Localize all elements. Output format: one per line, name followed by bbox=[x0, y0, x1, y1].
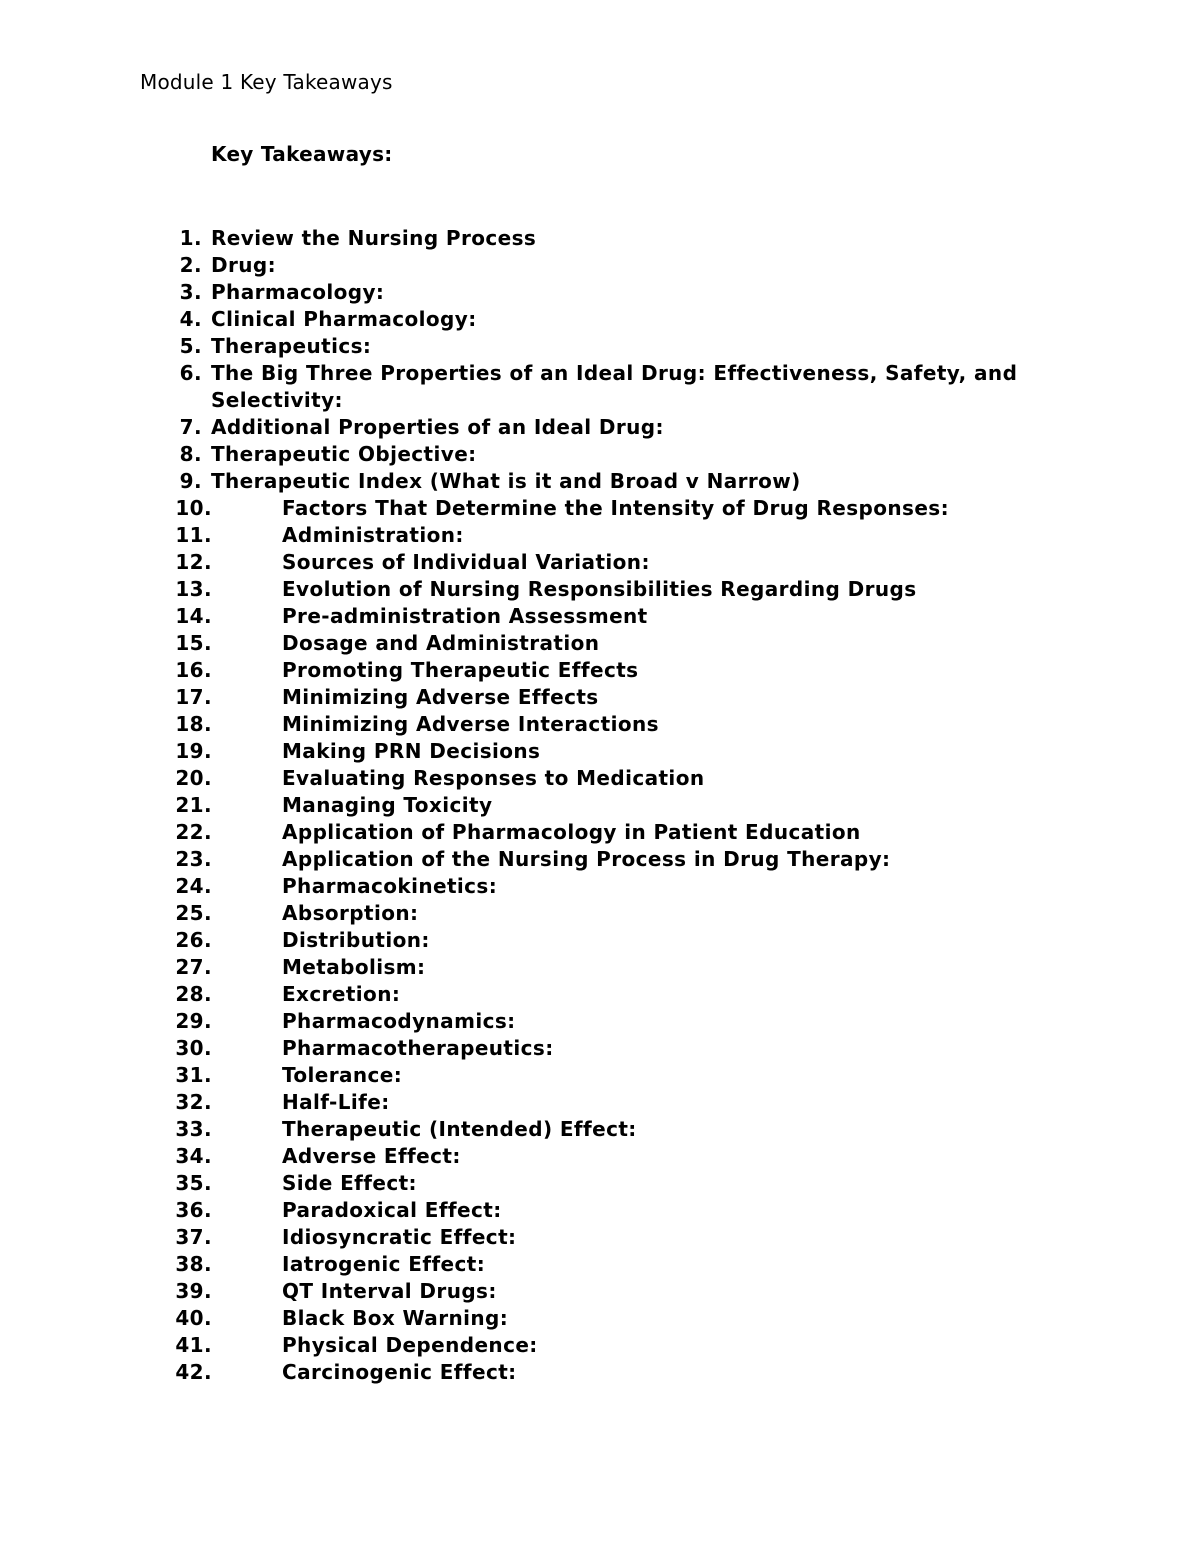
list-item-number: 24. bbox=[175, 874, 212, 898]
list-item bbox=[0, 360, 1200, 414]
list-item-text: Pharmacotherapeutics: bbox=[282, 1036, 554, 1060]
list-item-text: Dosage and Administration bbox=[282, 631, 600, 655]
list-item-number: 36. bbox=[175, 1198, 212, 1222]
list-item-number: 11. bbox=[175, 523, 212, 547]
list-item-text: Additional Properties of an Ideal Drug: bbox=[211, 415, 664, 439]
list-item bbox=[0, 1224, 1200, 1251]
list-item-number: 30. bbox=[175, 1036, 212, 1060]
list-item bbox=[0, 495, 1200, 522]
list-item-text: Minimizing Adverse Effects bbox=[282, 685, 599, 709]
list-item bbox=[0, 1251, 1200, 1278]
list-item-number: 28. bbox=[175, 982, 212, 1006]
list-item bbox=[0, 1278, 1200, 1305]
list-item-text: Side Effect: bbox=[282, 1171, 417, 1195]
list-item bbox=[0, 252, 1200, 279]
list-item-text: Carcinogenic Effect: bbox=[282, 1360, 517, 1384]
list-item bbox=[0, 711, 1200, 738]
list-item bbox=[0, 1062, 1200, 1089]
takeaway-list bbox=[0, 225, 1200, 1386]
list-item-text: Idiosyncratic Effect: bbox=[282, 1225, 517, 1249]
list-item-text: Making PRN Decisions bbox=[282, 739, 541, 763]
list-item bbox=[0, 1008, 1200, 1035]
list-item-text: Paradoxical Effect: bbox=[282, 1198, 502, 1222]
list-item bbox=[0, 657, 1200, 684]
list-item-text: Application of the Nursing Process in Drug Therapy: bbox=[282, 847, 891, 871]
list-item-number: 33. bbox=[175, 1117, 212, 1141]
list-item bbox=[0, 1332, 1200, 1359]
list-item-number: 41. bbox=[175, 1333, 212, 1357]
list-item bbox=[0, 522, 1200, 549]
list-item-text: Therapeutics: bbox=[211, 334, 372, 358]
list-item-number: 12. bbox=[175, 550, 212, 574]
list-item-number: 40. bbox=[175, 1306, 212, 1330]
list-item-text: Pharmacology: bbox=[211, 280, 385, 304]
list-item bbox=[0, 927, 1200, 954]
list-item-text: Review the Nursing Process bbox=[211, 226, 537, 250]
list-item-number: 21. bbox=[175, 793, 212, 817]
list-item-text: Absorption: bbox=[282, 901, 419, 925]
list-item-number: 10. bbox=[175, 496, 212, 520]
list-item bbox=[0, 306, 1200, 333]
list-item-number: 34. bbox=[175, 1144, 212, 1168]
list-item bbox=[0, 1197, 1200, 1224]
list-item-text: Drug: bbox=[211, 253, 277, 277]
list-item bbox=[0, 954, 1200, 981]
list-item-text: Excretion: bbox=[282, 982, 401, 1006]
list-item-text: Half-Life: bbox=[282, 1090, 390, 1114]
list-item-number: 8. bbox=[179, 442, 202, 466]
list-item-number: 6. bbox=[179, 361, 202, 385]
list-item-number: 25. bbox=[175, 901, 212, 925]
list-item-number: 15. bbox=[175, 631, 212, 655]
list-item-text: Pharmacodynamics: bbox=[282, 1009, 516, 1033]
list-item-number: 38. bbox=[175, 1252, 212, 1276]
list-item bbox=[0, 630, 1200, 657]
list-item-number: 3. bbox=[179, 280, 202, 304]
list-item-text: Therapeutic Index (What is it and Broad v Narrow) bbox=[211, 469, 801, 493]
list-item bbox=[0, 765, 1200, 792]
list-item-number: 42. bbox=[175, 1360, 212, 1384]
list-item-text: Managing Toxicity bbox=[282, 793, 493, 817]
list-item bbox=[0, 1035, 1200, 1062]
list-item-number: 13. bbox=[175, 577, 212, 601]
list-item bbox=[0, 441, 1200, 468]
list-item-text: Factors That Determine the Intensity of Drug Responses: bbox=[282, 496, 949, 520]
list-item bbox=[0, 1305, 1200, 1332]
list-item-text: Adverse Effect: bbox=[282, 1144, 461, 1168]
list-item-text: Evolution of Nursing Responsibilities Regarding Drugs bbox=[282, 577, 917, 601]
list-item-text: Promoting Therapeutic Effects bbox=[282, 658, 639, 682]
list-item bbox=[0, 549, 1200, 576]
list-item bbox=[0, 279, 1200, 306]
list-item-text: Application of Pharmacology in Patient Education bbox=[282, 820, 861, 844]
list-item bbox=[0, 846, 1200, 873]
document-title: Module 1 Key Takeaways bbox=[140, 70, 393, 94]
list-item bbox=[0, 1170, 1200, 1197]
list-item-number: 5. bbox=[179, 334, 202, 358]
list-item bbox=[0, 468, 1200, 495]
list-item-number: 18. bbox=[175, 712, 212, 736]
list-item bbox=[0, 873, 1200, 900]
list-item bbox=[0, 738, 1200, 765]
list-item-number: 4. bbox=[179, 307, 202, 331]
list-item bbox=[0, 684, 1200, 711]
list-item-number: 14. bbox=[175, 604, 212, 628]
list-item bbox=[0, 333, 1200, 360]
list-item-text: Metabolism: bbox=[282, 955, 426, 979]
list-item-text: Tolerance: bbox=[282, 1063, 403, 1087]
list-item-number: 31. bbox=[175, 1063, 212, 1087]
list-item bbox=[0, 225, 1200, 252]
list-item-text: QT Interval Drugs: bbox=[282, 1279, 497, 1303]
list-item-text: Sources of Individual Variation: bbox=[282, 550, 650, 574]
list-item-number: 23. bbox=[175, 847, 212, 871]
list-item bbox=[0, 900, 1200, 927]
list-item-number: 26. bbox=[175, 928, 212, 952]
list-item bbox=[0, 414, 1200, 441]
list-item-text: Therapeutic (Intended) Effect: bbox=[282, 1117, 637, 1141]
list-item-number: 32. bbox=[175, 1090, 212, 1114]
list-item-number: 39. bbox=[175, 1279, 212, 1303]
list-item-text: Administration: bbox=[282, 523, 464, 547]
list-item-number: 2. bbox=[179, 253, 202, 277]
list-item bbox=[0, 981, 1200, 1008]
list-item bbox=[0, 576, 1200, 603]
list-item bbox=[0, 819, 1200, 846]
list-item-number: 7. bbox=[179, 415, 202, 439]
list-item-number: 9. bbox=[179, 469, 202, 493]
list-item-text: Therapeutic Objective: bbox=[211, 442, 477, 466]
list-item-number: 17. bbox=[175, 685, 212, 709]
list-item-number: 20. bbox=[175, 766, 212, 790]
list-item bbox=[0, 1116, 1200, 1143]
list-item bbox=[0, 603, 1200, 630]
list-item bbox=[0, 1143, 1200, 1170]
list-item-number: 19. bbox=[175, 739, 212, 763]
list-item-number: 29. bbox=[175, 1009, 212, 1033]
list-item-text: Pharmacokinetics: bbox=[282, 874, 498, 898]
list-item bbox=[0, 1089, 1200, 1116]
list-item bbox=[0, 1359, 1200, 1386]
list-item bbox=[0, 792, 1200, 819]
list-item-number: 35. bbox=[175, 1171, 212, 1195]
list-item-number: 16. bbox=[175, 658, 212, 682]
list-item-text: The Big Three Properties of an Ideal Drug: Effectiveness, Safety, and Selectivity: bbox=[211, 361, 1018, 412]
list-item-text: Pre-administration Assessment bbox=[282, 604, 648, 628]
list-item-number: 27. bbox=[175, 955, 212, 979]
list-item-text: Evaluating Responses to Medication bbox=[282, 766, 705, 790]
list-item-text: Iatrogenic Effect: bbox=[282, 1252, 486, 1276]
list-item-text: Distribution: bbox=[282, 928, 430, 952]
section-heading: Key Takeaways: bbox=[211, 142, 393, 166]
list-item-number: 22. bbox=[175, 820, 212, 844]
list-item-text: Minimizing Adverse Interactions bbox=[282, 712, 659, 736]
list-item-text: Black Box Warning: bbox=[282, 1306, 509, 1330]
list-item-text: Clinical Pharmacology: bbox=[211, 307, 477, 331]
list-item-number: 1. bbox=[179, 226, 202, 250]
list-item-number: 37. bbox=[175, 1225, 212, 1249]
list-item-text: Physical Dependence: bbox=[282, 1333, 538, 1357]
